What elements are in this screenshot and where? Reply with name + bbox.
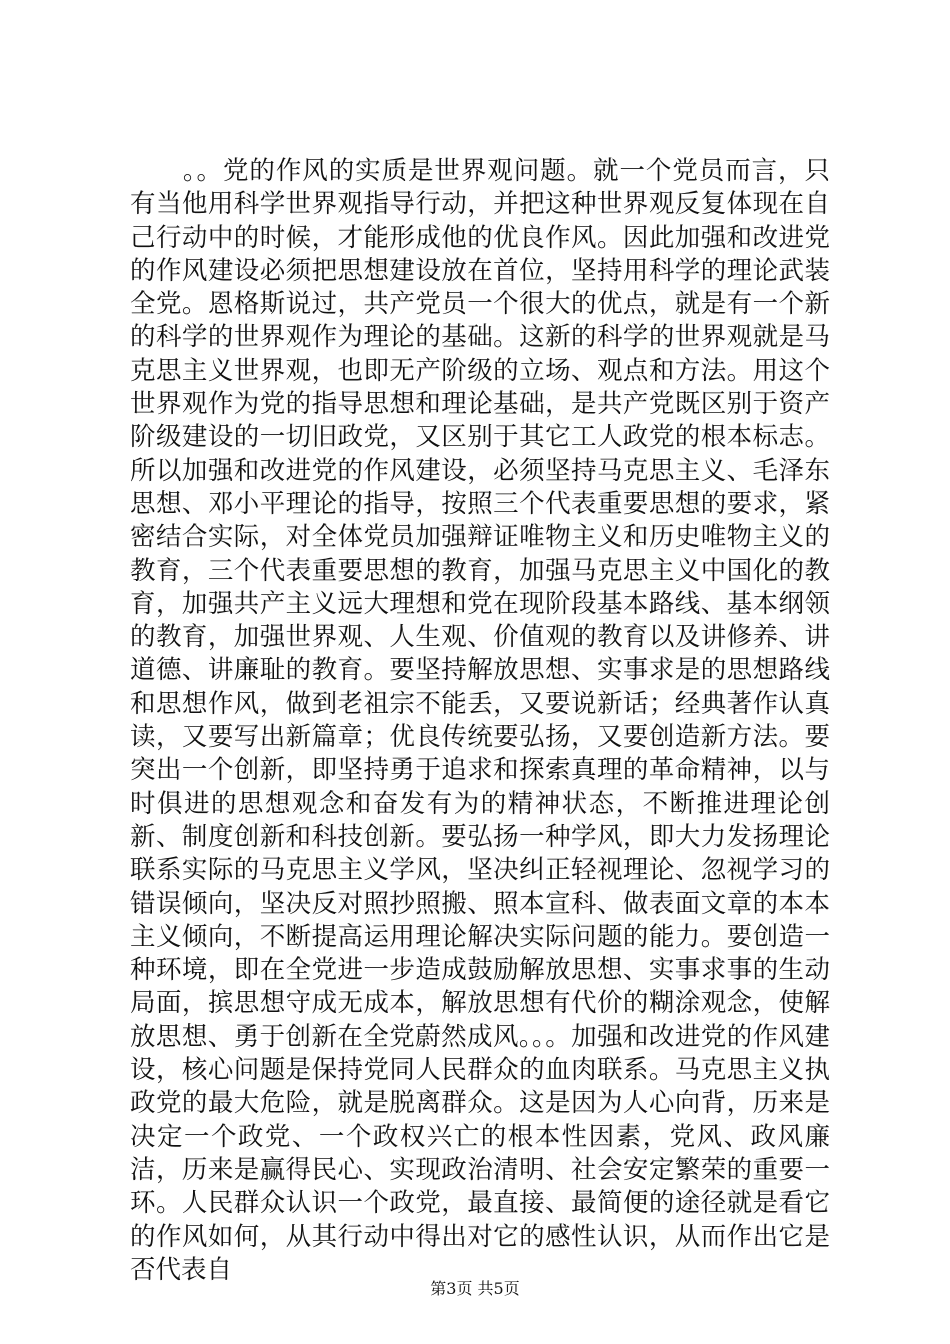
page-number-footer: 第3页 共5页 (430, 1279, 520, 1298)
body-paragraph: 。。党的作风的实质是世界观问题。就一个党员而言，只有当他用科学世界观指导行动，并把这种世界观反复体现在自己行动中的时候，才能形成他的优良作风。因此加强和改进党的作风建设必须把思想建设放在首位，坚持用科学的理论武装全党。恩格斯说过，共产党员一个很大的优点，就是有一个新的科学的世界观作为理论的基础。这新的科学的世界观就是马克思主义世界观，也即无产阶级的立场、观点和方法。用这个世界观作为党的指导思想和理论基础，是共产党既区别于资产阶级建设的一切旧政党，又区别于其它工人政党的根本标志。所以加强和改进党的作风建设，必须坚持马克思主义、毛泽东思想、邓小平理论的指导，按照三个代表重要思想的要求，紧密结合实际，对全体党员加强辩证唯物主义和历史唯物主义的教育，三个代表重要思想的教育，加强马克思主义中国化的教育，加强共产主义远大理想和党在现阶段基本路线、基本纲领的教育，加强世界观、人生观、价值观的教育以及讲修养、讲道德、讲廉耻的教育。要坚持解放思想、实事求是的思想路线和思想作风，做到老祖宗不能丢，又要说新话；经典著作认真读，又要写出新篇章；优良传统要弘扬，又要创造新方法。要突出一个创新，即坚持勇于追求和探索真理的革命精神，以与时俱进的思想观念和奋发有为的精神状态，不断推进理论创新、制度创新和科技创新。要弘扬一种学风，即大力发扬理论联系实际的马克思主义学风，坚决纠正轻视理论、忽视学习的错误倾向，坚决反对照抄照搬、照本宣科、做表面文章的本本主义倾向，不断提高运用理论解决实际问题的能力。要创造一种环境，即在全党进一步造成鼓励解放思想、实事求事的生动局面，摈思想守成无成本，解放思想有代价的糊涂观念，使解放思想、勇于创新在全党蔚然成风。。。加强和改进党的作风建设，核心问题是保持党同人民群众的血肉联系。马克思主义执政党的最大危险，就是脱离群众。这是因为人心向背，历来是决定一个政党、一个政权兴亡的根本性因素，党风、政风廉洁，历来是赢得民心、实现政治清明、社会安定繁荣的重要一环。人民群众认识一个政党，最直接、最简便的途径就是看它的作风如何，从其行动中得出对它的感性认识，从而作出它是否代表自 (130, 156, 830, 1285)
